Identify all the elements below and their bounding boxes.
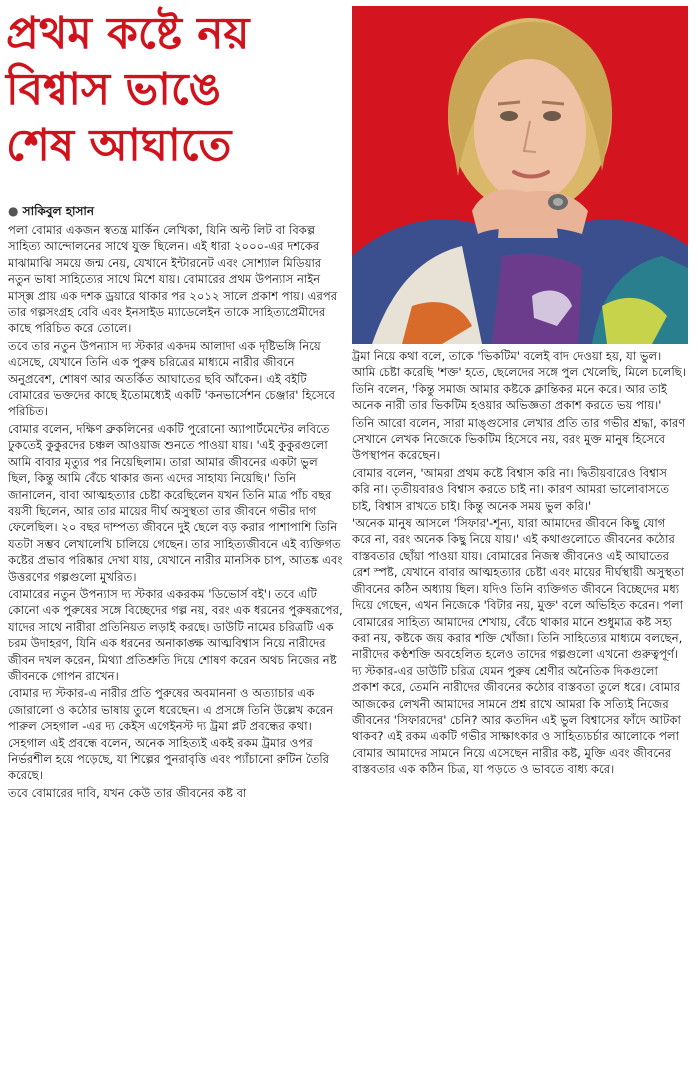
article-column-right (352, 348, 688, 779)
headline-line-1: প্রথম কষ্টে নয় (6, 8, 250, 59)
article-paragraph: তিনি আরো বলেন, সারা মাঙ্গুসোর লেখার প্রতি তার গভীর শ্রদ্ধা, কারণ সেখানে লেখক নিজেকে ভিকটিম হিসেবে নয়, বরং মুক্ত মানুষ হিসেবে উপস্থাপন করেছেন। (352, 415, 686, 463)
byline-bullet: ● (8, 204, 19, 218)
article-paragraph: বোমার দ্য স্টকার-এ নারীর প্রতি পুরুষের অবমাননা ও অত্যাচার এক জোরালো ও কঠোর ভাষায় তুলে ধরেছেন। এ প্রসঙ্গে তিনি উল্লেখ করেন পারুল সেহগাল -এর দ্য কেইস এগেইনস্ট দ্য ট্রমা প্লট প্রবন্ধের কথা। সেহগাল এই প্রবন্ধে বলেন, অনেক সাহিত্যই একই রকম ট্রমার ওপর নির্ভরশীল হয়ে পড়েছে, যা শিল্পের পুনরাবৃত্তি এবং প্যাঁচানো রুটিন তৈরি করেছে। (8, 686, 334, 783)
article-paragraph: বোমারের নতুন উপন্যাস দ্য স্টকার একরকম 'ডিভোর্স বই'। তবে এটি কোনো এক পুরুষের সঙ্গে বিচ্ছেদের গল্প নয়, বরং এক ধরনের পুরুষরূপের, যাদের সাথে নারীরা প্রতিনিয়ত লড়াই করছে। ডাউটি নামের চরিত্রটি এক চরম উদাহরণ, যিনি এক ধরনের অনাকাঙ্ক্ষ আত্মবিশ্বাস নিয়ে নারীদের জীবন দখল করেন, মিথ্যা প্রতিশ্রুতি দিয়ে শোষণ করেন অথচ নিজের নষ্ট জীবনকে গোপন রাখেন। (8, 586, 343, 683)
article-paragraph: 'অনেক মানুষ আসলে 'সিফার'-শূন্য, যারা আমাদের জীবনে কিছু যোগ করে না, বরং অনেক কিছু নিয়ে যায়।' এই কথাগুলোতে জীবনের কঠোর বাস্তবতার ছোঁয়া পাওয়া যায়। বোমারের নিজস্ব জীবনেও এই আঘাতের রেশ স্পষ্ট, যেখানে বাবার আত্মহত্যার চেষ্টা এবং মায়ের দীর্ঘস্থায়ী অসুস্থতা জীবনের কঠিন অধ্যায় ছিল। যদিও তিনি ব্যক্তিগত জীবনে বিচ্ছেদের মধ্য দিয়ে গেছেন, এখন নিজেকে 'বিটার নয়, মুক্ত' বলে অভিহিত করেন। পলা বোমারের সাহিত্য আমাদের শেখায়, বেঁচে থাকার মানে শুধুমাত্র কষ্ট সহ্য করা নয়, কষ্টকে জয় করার শক্তি খোঁজা। তিনি সাহিত্যের মাধ্যমে বলছেন, নারীদের কণ্ঠশক্তি অবহেলিত হলেও তাদের গল্পগুলো এখনো গুরুত্বপূর্ণ। দ্য স্টকার-এর ডাউটি চরিত্র যেমন পুরুষ শ্রেণীর অনৈতিক দিকগুলো প্রকাশ করে, তেমনি নারীদের জীবনের কঠোর বাস্তবতা তুলে ধরে। বোমার আজকের লেখনী আমাদের সামনে প্রশ্ন রাখে আমরা কি সত্যিই নিজের জীবনের 'সিফারদের' চেনি? আর কতদিন এই ভুল বিশ্বাসের ফাঁদে আটকা থাকব? এই রকম একটি গভীর সাক্ষাৎকার ও সাহিত্যচর্চার আলোকে পলা বোমার আমাদের সামনে নিয়ে এসেছেন নারীর কষ্ট, মুক্তি এবং জীবনের বাস্তবতার এক কঠিন চিত্র, যা পড়তে ও ভাবতে বাধ্য করে। (352, 516, 684, 777)
author-photo (352, 6, 688, 344)
article-paragraph: বোমার বলেন, 'আমরা প্রথম কষ্টে বিশ্বাস করি না। দ্বিতীয়বারেও বিশ্বাস করি না। তৃতীয়বারও বিশ্বাস করতে চাই না। কারণ আমরা ভালোবাসতে চাই, বিশ্বাস রাখতে চাই। কিন্তু অনেক সময় ভুল করি।' (352, 465, 670, 513)
headline-line-3: শেষ আঘাতে (6, 120, 232, 171)
article-paragraph: তবে বোমারের দাবি, যখন কেউ তার জীবনের কষ্ট বা (8, 785, 247, 800)
headline (6, 6, 346, 174)
article-column-left (8, 222, 344, 802)
article-paragraph: তবে তার নতুন উপন্যাস দ্য স্টকার একদম আলাদা এক দৃষ্টিভঙ্গি নিয়ে এসেছে, যেখানে তিনি এক পুরুষ চরিত্রের মাধ্যমে নারীর জীবনে অনুপ্রবেশ, শোষণ আর অতর্কিত আঘাতের ছবি আঁকেন। এই বইটি বোমারের ভক্তদের কাছে ইতোমধ্যেই একটি 'কনভার্সেশন চেঞ্জার' হিসেবে পরিচিত। (8, 338, 335, 419)
headline-line-2: বিশ্বাস ভাঙে (6, 64, 221, 115)
byline (8, 204, 348, 219)
article-paragraph: বোমার বলেন, দক্ষিণ ব্রুকলিনের একটি পুরোনো অ্যাপার্টমেন্টের লবিতে ঢুকতেই কুকুরদের চঞ্চল আওয়াজ শুনতে পাওয়া যায়। 'এই কুকুরগুলো আমি বাবার মৃত্যুর পর নিয়েছিলাম। তারা আমার জীবনের একটা ভুল ছিল, কিন্তু আমি বেঁচে থাকার জন্য এদের সাহায্য নিয়েছি।' তিনি জানালেন, বাবা আত্মহত্যার চেষ্টা করেছিলেন যখন তিনি মাত্র পাঁচ বছর বয়সী ছিলেন, আর তার মায়ের দীর্ঘ অসুস্থতা তার জীবনে গভীর দাগ ফেলেছিল। ২০ বছর দাম্পত্য জীবনে দুই ছেলে বড় করার পাশাপাশি তিনি যতটা সম্ভব লেখালেখি চালিয়ে গেছেন। তার সাহিত্যজীবনে এই ব্যক্তিগত কষ্টের প্রভাব পরিষ্কার দেখা যায়, যেখানে নারীর মানসিক চাপ, আতঙ্ক এবং উত্তরণের গল্পগুলো মুখরিত। (8, 421, 343, 584)
article-paragraph: ট্রমা নিয়ে কথা বলে, তাকে 'ভিকটিম' বলেই বাদ দেওয়া হয়, যা ভুল। আমি চেষ্টা করেছি 'শক্ত' হতে, ছেলেদের সঙ্গে পুল খেলেছি, মিলে চলেছি। তিনি বলেন, 'কিন্তু সমাজ আমার কষ্টকে ক্লান্তিকর মনে করে। আর তাই অনেক নারী তার ভিকটিম হওয়ার অভিজ্ঞতা প্রকাশ করতে ভয় পায়।' (352, 349, 686, 413)
article-paragraph: পলা বোমার একজন স্বতন্ত্র মার্কিন লেখিকা, যিনি অল্ট লিট বা বিকল্প সাহিত্য আন্দোলনের সাথে যুক্ত ছিলেন। এই ধারা ২০০০-এর দশকের মাঝামাঝি সময়ে জন্ম নেয়, যেখানে ইন্টারনেট এবং সোশ্যাল মিডিয়ার নতুন ভাষা সাহিত্যের সাথে মিশে যায়। বোমারের প্রথম উপন্যাস নাইন মাস্ক্স প্রায় এক দশক ড্রয়ারে থাকার পর ২০১২ সালে প্রকাশ পায়। এরপর তার গল্পসংগ্রহ বেবি এবং ইনসাইড ম্যাডেলেইন তাকে সাহিত্যপ্রেমীদের কাছে পরিচিত করে তোলে। (8, 223, 338, 336)
author-portrait-image (352, 6, 688, 344)
byline-author: সাকিবুল হাসান (22, 204, 95, 218)
